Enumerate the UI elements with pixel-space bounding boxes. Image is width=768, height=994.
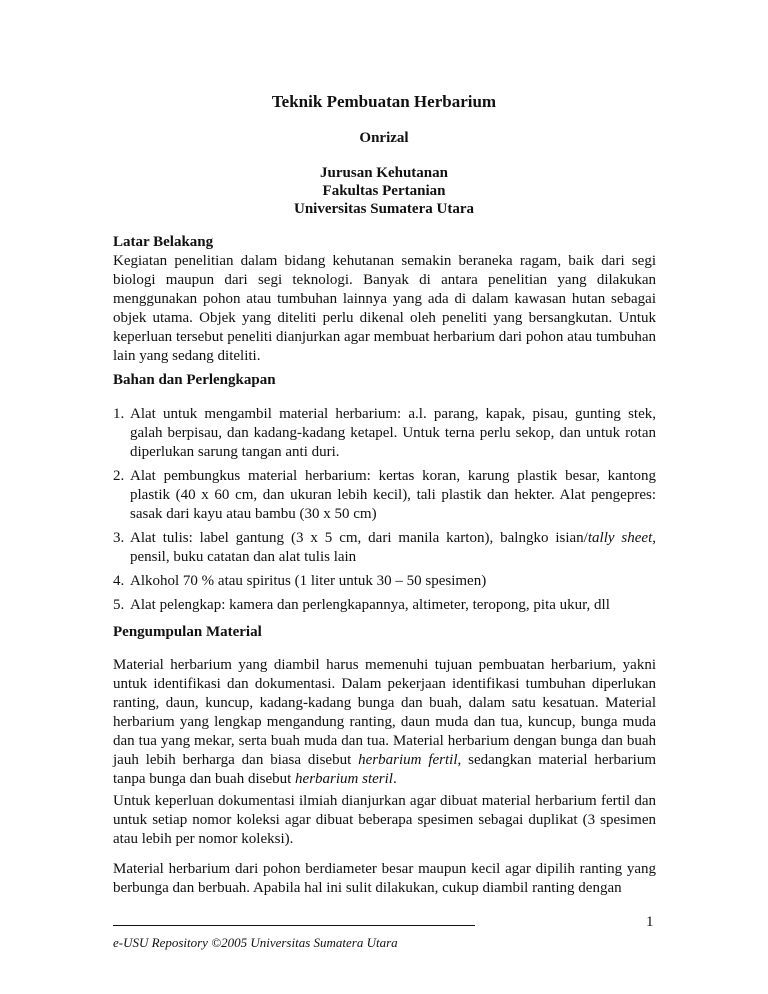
paragraph-text: Material herbarium yang diambil harus memenuhi tujuan pembuatan herbarium, yakni untuk identifikasi dan dokumentasi. Dalam pekerjaan identifikasi tumbuhan diperlukan ranting, daun, kuncup, kadang-kadang bunga dan buah, dalam satu kesatuan. Material herbarium yang lengkap mengandung ranting, daun muda dan tua, kuncup, bunga muda dan tua yang mekar, serta buah muda dan tua. Material herbarium dengan bunga dan buah jauh lebih berharga dan biasa disebut: [113, 657, 656, 768]
list-item-text: Alat pelengkap: kamera dan perlengkapannya, altimeter, teropong, pita ukur, dll: [130, 597, 610, 613]
paragraph-text: .: [392, 771, 397, 787]
list-item: [113, 529, 656, 567]
italic-term-steril: herbarium steril: [295, 771, 393, 787]
affiliation-university: Universitas Sumatera Utara: [294, 201, 474, 217]
list-item-text: Alat untuk mengambil material herbarium: a.l. parang, kapak, pisau, gunting stek, galah berpisau, dan kadang-kadang ketapel. Untuk terna perlu sekop, dan untuk rotan diperlukan sarung tangan anti duri.: [130, 406, 656, 460]
paragraph-pengumpulan-3: Material herbarium dari pohon berdiameter besar maupun kecil agar dipilih ranting yang berbunga dan berbuah. Apabila hal ini sulit dilakukan, cukup diambil ranting dengan: [113, 861, 656, 896]
paragraph-pengumpulan-2: Untuk keperluan dokumentasi ilmiah dianjurkan agar dibuat material herbarium fertil dan untuk setiap nomor koleksi agar dibuat beberapa spesimen sebagai duplikat (3 spesimen atau lebih per nomor koleksi).: [113, 793, 656, 847]
section-heading-pengumpulan: Pengumpulan Material: [113, 624, 262, 640]
paragraph-pengumpulan-1: [113, 656, 656, 789]
page-number: 1: [646, 914, 654, 930]
footer-repository: e-USU Repository ©2005 Universitas Sumatera Utara: [113, 935, 398, 950]
section-heading-bahan: Bahan dan Perlengkapan: [113, 372, 276, 388]
list-item-text: Alat tulis: label gantung (3 x 5 cm, dari manila karton), balngko isian/: [130, 530, 588, 546]
list-item-number: 3.: [113, 530, 125, 546]
list-item: [113, 405, 656, 462]
list-item-number: 1.: [113, 406, 125, 422]
document-title: Teknik Pembuatan Herbarium: [271, 92, 497, 111]
author-name: Onrizal: [359, 130, 409, 146]
equipment-list: [113, 405, 656, 620]
paragraph-latar-belakang: Kegiatan penelitian dalam bidang kehutanan semakin beraneka ragam, baik dari segi biologi maupun dari segi teknologi. Banyak di antara penelitian yang dilakukan menggunakan pohon atau tumbuhan lainnya yang ada di dalam kawasan hutan sebagai objek utama. Objek yang diteliti perlu dikenal oleh peneliti yang bersangkutan. Untuk keperluan tersebut peneliti dianjurkan agar membuat herbarium dari pohon atau tumbuhan lain yang sedang diteliti.: [113, 253, 656, 364]
list-item-number: 2.: [113, 468, 125, 484]
list-item-text: Alkohol 70 % atau spiritus (1 liter untuk 30 – 50 spesimen): [130, 573, 487, 589]
list-item-number: 4.: [113, 573, 125, 589]
footer-rule: [113, 925, 475, 926]
list-item: [113, 596, 656, 615]
list-item-text-continued: , pensil, buku catatan dan alat tulis lain: [130, 530, 657, 565]
section-heading-latar-belakang: Latar Belakang: [113, 234, 214, 250]
list-item: [113, 467, 656, 524]
affiliation-department: Jurusan Kehutanan: [320, 165, 448, 181]
list-item-italic-term: tally sheet: [587, 530, 653, 546]
paragraph-text: , sedangkan material herbarium tanpa bunga dan buah disebut: [113, 752, 657, 787]
list-item-text: Alat pembungkus material herbarium: kertas koran, karung plastik besar, kantong plastik (40 x 60 cm, dan ukuran lebih kecil), tali plastik dan hekter. Alat pengepres: sasak dari kayu atau bambu (30 x 50 cm): [130, 468, 656, 522]
list-item-number: 5.: [113, 597, 125, 613]
list-item: [113, 572, 656, 591]
affiliation-faculty: Fakultas Pertanian: [322, 183, 446, 199]
italic-term-fertil: herbarium fertil: [358, 752, 458, 768]
